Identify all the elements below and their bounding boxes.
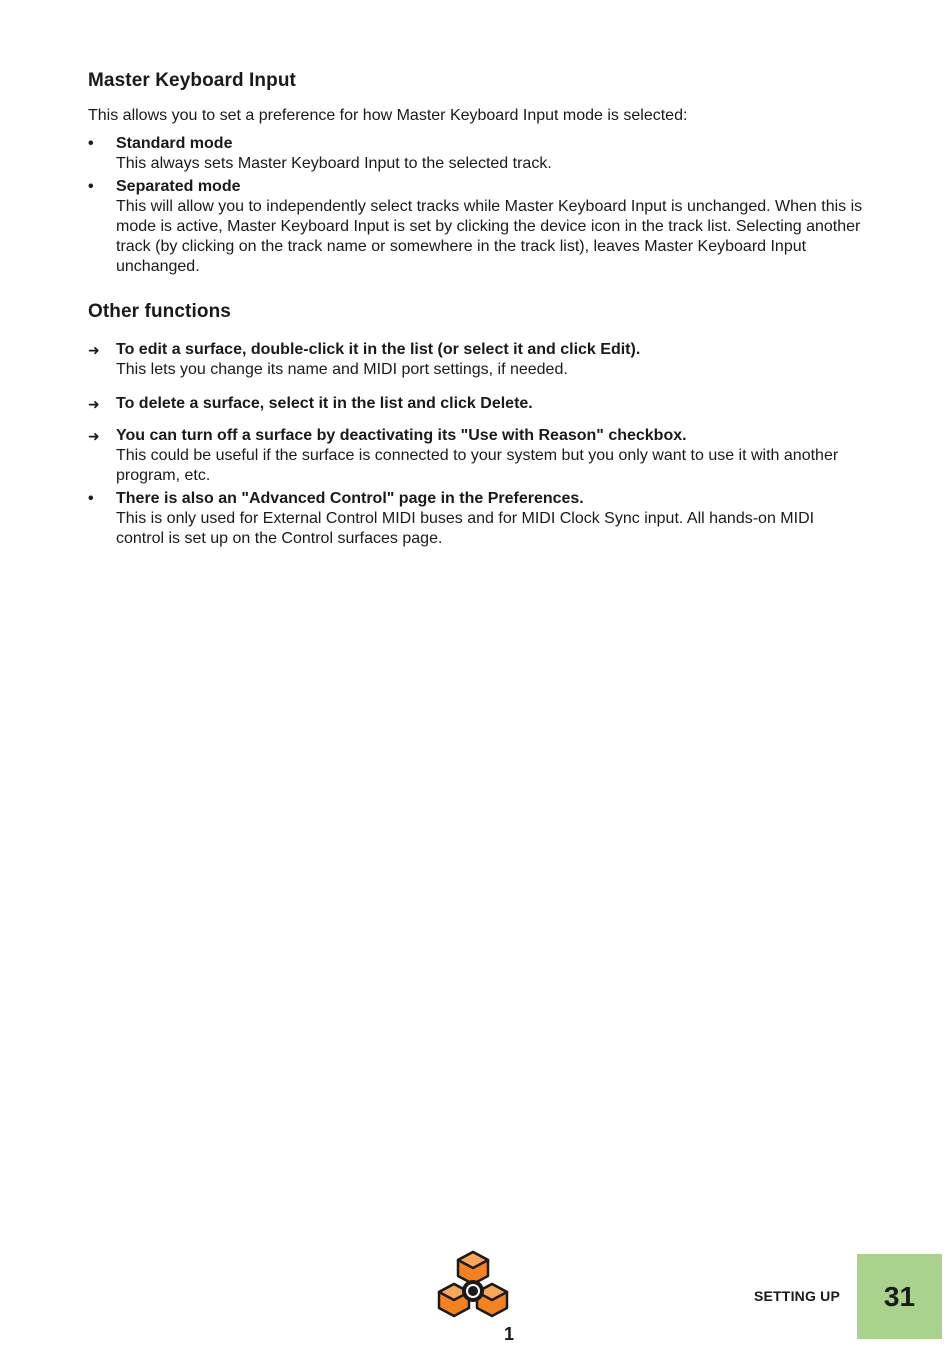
section-heading-master-keyboard-input: Master Keyboard Input <box>88 70 296 91</box>
page-number-badge <box>857 1254 942 1339</box>
bullet-marker: • <box>88 135 94 152</box>
bullet-marker: • <box>88 490 94 507</box>
list-item-delete-surface <box>88 394 863 414</box>
item-desc: This is only used for External Control MIDI buses and for MIDI Clock Sync input. All hands-on MIDI control is set up on the Control surfaces page. <box>116 510 815 547</box>
bullet-marker: • <box>88 178 94 195</box>
list-item-advanced-control <box>88 489 863 549</box>
item-desc: This always sets Master Keyboard Input to the selected track. <box>116 155 552 172</box>
list-item-standard-mode <box>88 134 863 174</box>
list-item-separated-mode <box>88 177 863 277</box>
section-heading-other-functions: Other functions <box>88 301 231 322</box>
item-lead: Standard mode <box>116 135 233 152</box>
list-item-turn-off-surface <box>88 426 863 486</box>
reason-logo-icon <box>436 1250 510 1320</box>
arrow-marker-icon: ➜ <box>88 396 100 412</box>
section-intro: This allows you to set a preference for how Master Keyboard Input mode is selected: <box>88 107 688 124</box>
page-number: 31 <box>883 1280 916 1312</box>
item-lead: To edit a surface, double-click it in the list (or select it and click Edit). <box>116 341 641 358</box>
logo-glyph: 1 <box>504 1324 515 1344</box>
item-lead: To delete a surface, select it in the list and click Delete. <box>116 395 533 412</box>
item-lead: You can turn off a surface by deactivating its "Use with Reason" checkbox. <box>116 427 687 444</box>
item-desc: This lets you change its name and MIDI port settings, if needed. <box>116 361 568 378</box>
list-item-edit-surface <box>88 340 863 380</box>
item-desc: This will allow you to independently select tracks while Master Keyboard Input is unchanged. When this is mode is active, Master Keyboard Input is set by clicking the device icon in the track list. Selecting another track (by clicking on the track name or somewhere in the track list), leaves Master Keyboard Input unchanged. <box>116 198 863 275</box>
arrow-marker-icon: ➜ <box>88 428 100 444</box>
arrow-marker-icon: ➜ <box>88 342 100 358</box>
item-lead: There is also an "Advanced Control" page in the Preferences. <box>116 490 584 507</box>
item-desc: This could be useful if the surface is connected to your system but you only want to use it with another program, etc. <box>116 447 839 484</box>
footer-section-label: SETTING UP <box>753 1288 840 1304</box>
item-lead: Separated mode <box>116 178 241 195</box>
